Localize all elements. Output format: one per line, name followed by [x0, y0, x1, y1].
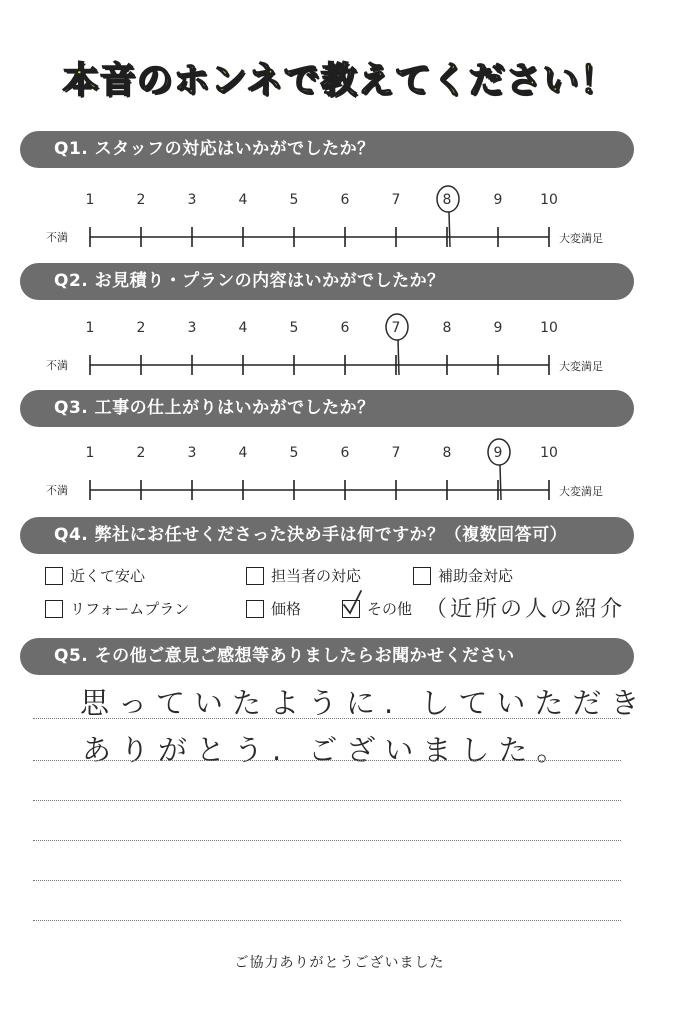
selected-rating-mark: [500, 465, 501, 500]
scale-number[interactable]: 6: [340, 445, 350, 461]
selected-rating-mark: [449, 212, 450, 247]
option-label: 補助金対応: [438, 567, 514, 585]
checkbox[interactable]: [45, 600, 63, 618]
scale-number[interactable]: 3: [187, 192, 197, 208]
ruled-line: [33, 880, 621, 881]
ruled-line: [33, 760, 621, 761]
scale-number[interactable]: 7: [391, 320, 401, 336]
other-handwritten-note: （近所の人の紹介: [425, 597, 626, 622]
scale-number[interactable]: 4: [238, 192, 248, 208]
scale-number[interactable]: 3: [187, 445, 197, 461]
scale-number[interactable]: 9: [493, 192, 503, 208]
option-close-safe[interactable]: [45, 565, 145, 586]
q1-scale[interactable]: [0, 185, 679, 265]
option-label: 担当者の対応: [271, 567, 362, 585]
scale-right-label: 大変満足: [559, 232, 603, 245]
option-price[interactable]: [246, 598, 301, 619]
option-label: 価格: [271, 600, 302, 618]
scale-number[interactable]: 8: [442, 320, 452, 336]
scale-number[interactable]: 1: [85, 445, 95, 461]
scale-right-label: 大変満足: [559, 360, 603, 373]
option-subsidy[interactable]: [413, 565, 513, 586]
scale-left-label: 不満: [46, 231, 68, 244]
scale-number[interactable]: 2: [136, 445, 146, 461]
scale-number[interactable]: 6: [340, 320, 350, 336]
q5-answer-line-2: ありがとう. ございました。: [82, 733, 575, 767]
scale-number[interactable]: 5: [289, 445, 299, 461]
ruled-line: [33, 800, 621, 801]
scale-number[interactable]: 4: [238, 320, 248, 336]
q5-answer-line-1: 思っていたように. していただき: [80, 686, 649, 720]
ruled-line: [33, 920, 621, 921]
option-staff-response[interactable]: [246, 565, 361, 586]
scale-number[interactable]: 8: [442, 192, 452, 208]
option-other[interactable]: [342, 598, 412, 619]
scale-number[interactable]: 5: [289, 192, 299, 208]
scale-right-label: 大変満足: [559, 485, 603, 498]
scale-number[interactable]: 3: [187, 320, 197, 336]
option-label: 近くて安心: [70, 567, 146, 585]
scale-number[interactable]: 9: [493, 445, 503, 461]
checkbox-checked[interactable]: [342, 600, 360, 618]
scale-number[interactable]: 1: [85, 192, 95, 208]
ruled-line: [33, 718, 621, 719]
q2-header: Q2. お見積り・プランの内容はいかがでしたか？: [20, 263, 634, 300]
scale-left-label: 不満: [46, 484, 68, 497]
q1-header: Q1. スタッフの対応はいかがでしたか？: [20, 131, 634, 168]
checkbox[interactable]: [45, 567, 63, 585]
ruled-line: [33, 840, 621, 841]
option-label: その他: [367, 600, 413, 618]
scale-left-label: 不満: [46, 359, 68, 372]
scale-number[interactable]: 2: [136, 320, 146, 336]
q3-scale[interactable]: [0, 438, 679, 518]
q4-header: Q4. 弊社にお任せくださった決め手は何ですか？（複数回答可）: [20, 517, 634, 554]
checkbox[interactable]: [246, 567, 264, 585]
q3-header: Q3. 工事の仕上がりはいかがでしたか？: [20, 390, 634, 427]
page-title: 本音のホンネで教えてください！: [62, 60, 617, 101]
scale-number[interactable]: 6: [340, 192, 350, 208]
scale-number[interactable]: 10: [540, 320, 558, 336]
scale-number[interactable]: 8: [442, 445, 452, 461]
scale-number[interactable]: 5: [289, 320, 299, 336]
q5-header: Q5. その他ご意見ご感想等ありましたらお聞かせください: [20, 638, 634, 675]
option-reform-plan[interactable]: [45, 598, 189, 619]
checkbox[interactable]: [413, 567, 431, 585]
scale-number[interactable]: 4: [238, 445, 248, 461]
scale-number[interactable]: 10: [540, 445, 558, 461]
scale-number[interactable]: 10: [540, 192, 558, 208]
check-mark-icon: [341, 589, 363, 617]
q2-scale[interactable]: [0, 313, 679, 393]
scale-number[interactable]: 7: [391, 192, 401, 208]
scale-number[interactable]: 7: [391, 445, 401, 461]
checkbox[interactable]: [246, 600, 264, 618]
scale-number[interactable]: 1: [85, 320, 95, 336]
footer-thanks: ご協力ありがとうございました: [234, 955, 445, 971]
selected-rating-mark: [398, 340, 399, 375]
scale-number[interactable]: 2: [136, 192, 146, 208]
option-label: リフォームプラン: [70, 600, 190, 618]
scale-number[interactable]: 9: [493, 320, 503, 336]
